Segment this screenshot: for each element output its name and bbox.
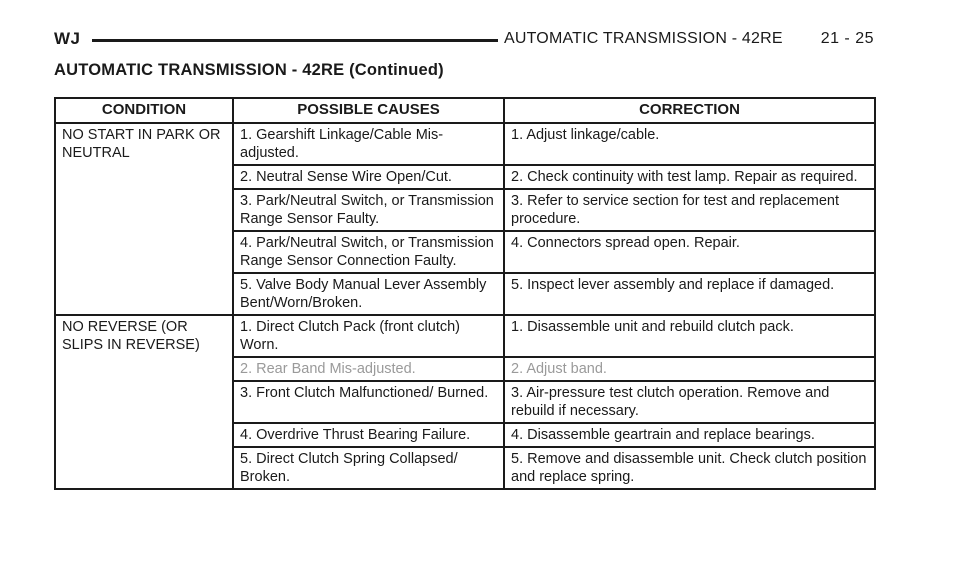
cause-cell: 4. Park/Neutral Switch, or Transmission Range Sensor Connection Faulty. [233, 231, 504, 273]
header-rule [92, 39, 498, 42]
correction-cell: 1. Adjust linkage/cable. [504, 123, 875, 165]
cause-cell: 4. Overdrive Thrust Bearing Failure. [233, 423, 504, 447]
column-header-correction: CORRECTION [504, 98, 875, 123]
column-header-condition: CONDITION [55, 98, 233, 123]
cause-cell: 5. Valve Body Manual Lever Assembly Bent/Worn/Broken. [233, 273, 504, 315]
cause-cell: 3. Park/Neutral Switch, or Transmission Range Sensor Faulty. [233, 189, 504, 231]
table-row [55, 315, 875, 357]
correction-cell: 4. Disassemble geartrain and replace bearings. [504, 423, 875, 447]
model-code: WJ [54, 29, 81, 48]
column-header-causes: POSSIBLE CAUSES [233, 98, 504, 123]
correction-cell: 5. Inspect lever assembly and replace if damaged. [504, 273, 875, 315]
condition-cell: NO REVERSE (OR SLIPS IN REVERSE) [55, 315, 233, 489]
page-number: 21 - 25 [820, 30, 874, 47]
correction-cell: 3. Air-pressure test clutch operation. Remove and rebuild if necessary. [504, 381, 875, 423]
diagnosis-table [54, 97, 876, 490]
cause-cell: 3. Front Clutch Malfunctioned/ Burned. [233, 381, 504, 423]
table-header-row [55, 98, 875, 123]
correction-cell: 2. Check continuity with test lamp. Repair as required. [504, 165, 875, 189]
section-title: AUTOMATIC TRANSMISSION - 42RE (Continued) [54, 61, 444, 79]
cause-cell: 2. Neutral Sense Wire Open/Cut. [233, 165, 504, 189]
cause-cell: 2. Rear Band Mis-adjusted. [233, 357, 504, 381]
table-row [55, 123, 875, 165]
cause-cell: 5. Direct Clutch Spring Collapsed/ Broken. [233, 447, 504, 489]
correction-cell: 5. Remove and disassemble unit. Check clutch position and replace spring. [504, 447, 875, 489]
header-title: AUTOMATIC TRANSMISSION - 42RE [504, 30, 783, 47]
page-header [54, 29, 874, 53]
cause-cell: 1. Gearshift Linkage/Cable Mis-adjusted. [233, 123, 504, 165]
cause-cell: 1. Direct Clutch Pack (front clutch) Worn. [233, 315, 504, 357]
correction-cell: 1. Disassemble unit and rebuild clutch pack. [504, 315, 875, 357]
correction-cell: 3. Refer to service section for test and replacement procedure. [504, 189, 875, 231]
correction-cell: 4. Connectors spread open. Repair. [504, 231, 875, 273]
condition-cell: NO START IN PARK OR NEUTRAL [55, 123, 233, 315]
correction-cell: 2. Adjust band. [504, 357, 875, 381]
